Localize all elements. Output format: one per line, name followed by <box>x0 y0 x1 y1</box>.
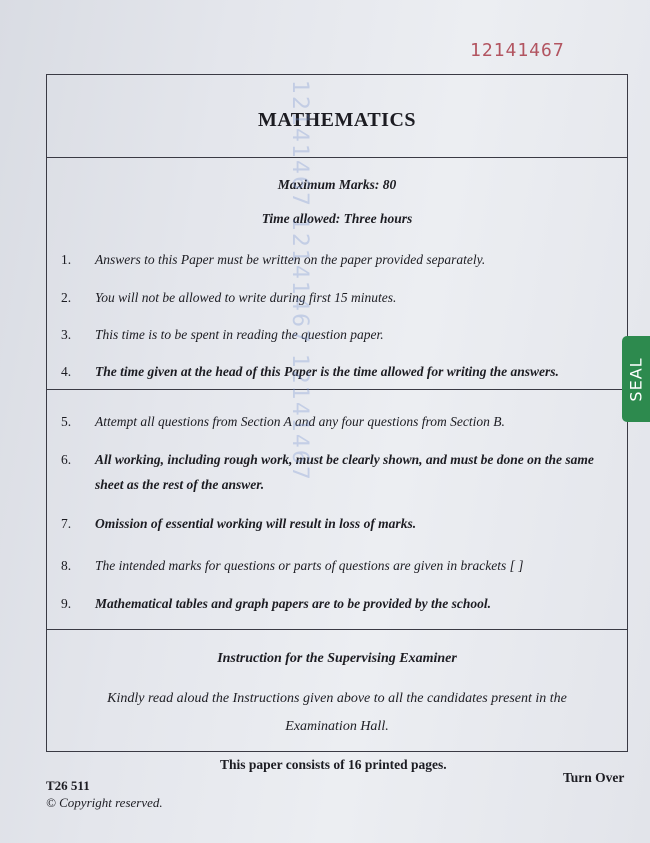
instruction-number: 2. <box>61 290 72 305</box>
divider <box>47 629 627 630</box>
seal-label: SEAL <box>626 356 646 402</box>
instruction-number: 3. <box>61 327 72 342</box>
instruction-7 <box>61 511 609 536</box>
instruction-1 <box>61 247 609 272</box>
instruction-number: 4. <box>61 364 72 379</box>
maximum-marks: Maximum Marks: 80 <box>277 177 397 192</box>
instruction-2 <box>61 285 609 310</box>
supervisor-instruction-body: Kindly read aloud the Instructions given above to all the candidates present in the Examination Hall. <box>107 691 567 734</box>
instruction-text: Omission of essential working will result in loss of marks. <box>95 516 417 531</box>
seal-sticker <box>622 336 650 422</box>
divider <box>47 157 627 158</box>
instruction-6 <box>61 447 609 497</box>
instruction-text: Answers to this Paper must be written on the paper provided separately. <box>95 252 486 267</box>
pages-note: This paper consists of 16 printed pages. <box>220 757 447 772</box>
instruction-number: 1. <box>61 252 72 267</box>
divider <box>47 389 627 390</box>
paper-code: T26 511 <box>46 778 90 793</box>
instruction-text: Attempt all questions from Section A and any four questions from Section B. <box>95 414 505 429</box>
copyright-notice: © Copyright reserved. <box>46 795 163 810</box>
instruction-text: The time given at the head of this Paper is the time allowed for writing the answers. <box>95 364 559 379</box>
instruction-number: 9. <box>61 596 72 611</box>
instruction-8 <box>61 553 609 578</box>
instruction-number: 7. <box>61 516 72 531</box>
instruction-9 <box>61 591 609 616</box>
instruction-text: You will not be allowed to write during first 15 minutes. <box>95 290 397 305</box>
instructions-frame <box>46 74 628 752</box>
serial-watermark: 12141467 12141467 12141467 <box>287 80 312 482</box>
supervisor-instruction-title: Instruction for the Supervising Examiner <box>217 651 457 666</box>
instruction-text: The intended marks for questions or parts of questions are given in brackets [ ] <box>95 558 524 573</box>
turn-over-label: Turn Over <box>563 770 625 785</box>
instruction-number: 5. <box>61 414 72 429</box>
instruction-number: 6. <box>61 452 72 467</box>
instruction-4 <box>61 359 609 384</box>
instruction-3 <box>61 322 609 347</box>
paper-title: MATHEMATICS <box>257 109 417 131</box>
time-allowed: Time allowed: Three hours <box>261 211 413 226</box>
instruction-text: Mathematical tables and graph papers are to be provided by the school. <box>95 596 491 611</box>
instruction-5 <box>61 409 609 434</box>
instruction-text: This time is to be spent in reading the question paper. <box>95 327 384 342</box>
instruction-text: All working, including rough work, must be clearly shown, and must be done on the same sheet as the rest of the answer. <box>95 452 594 492</box>
instruction-number: 8. <box>61 558 72 573</box>
serial-number: 12141467 <box>470 40 565 61</box>
